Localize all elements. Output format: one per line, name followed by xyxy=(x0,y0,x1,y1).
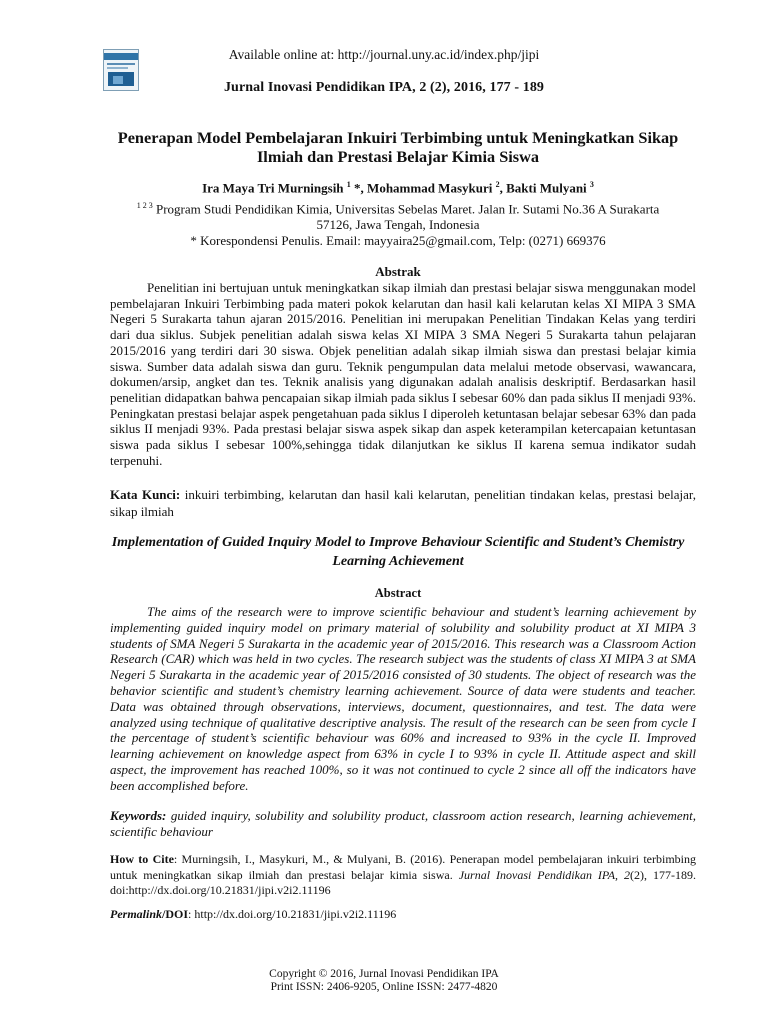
abstract-heading: Abstract xyxy=(374,586,422,600)
doi-label: /DOI xyxy=(162,907,189,921)
issn-line: Print ISSN: 2406-9205, Online ISSN: 2477-4820 xyxy=(270,981,498,993)
english-title: Implementation of Guided Inquiry Model to Improve Behaviour Scientific and Student’s Chemistry Learning Achievement xyxy=(111,535,685,569)
author-list xyxy=(106,180,690,196)
how-to-cite xyxy=(110,852,696,899)
author-affiliation-mark: 2 xyxy=(495,180,500,189)
available-online-line: Available online at: http://journal.uny.ac.id/index.php/jipi xyxy=(228,47,540,62)
author-separator: , xyxy=(499,180,507,196)
how-to-cite-journal: Jurnal Inovasi Pendidikan IPA, 2 xyxy=(458,867,631,882)
author-name: Ira Maya Tri Murningsih xyxy=(202,180,344,196)
author-name: Bakti Mulyani xyxy=(506,180,587,196)
how-to-cite-text: : Murningsih, I., Masykuri, M., & Mulyani, B. (2016). Penerapan model pembelajaran inkuiri terbimbing untuk meningkatkan sikap ilmiah dan prestasi belajar kimia siswa. xyxy=(110,852,697,882)
affiliation-line xyxy=(106,198,690,217)
kata-kunci xyxy=(110,486,696,520)
correspondence-line: * Korespondensi Penulis. Email: mayyaira25@gmail.com, Telp: (0271) 669376 xyxy=(190,233,606,249)
permalink-label: Permalink xyxy=(110,907,163,921)
how-to-cite-doi[interactable]: (2), 177-189. doi:http://dx.doi.org/10.21831/jipi.v2i2.11196 xyxy=(110,867,696,897)
affiliation-marks: 1 2 3 xyxy=(136,201,153,210)
journal-citation: Jurnal Inovasi Pendidikan IPA, 2 (2), 2016, 177 - 189 xyxy=(223,80,545,95)
author-name: Mohammad Masykuri xyxy=(367,180,493,196)
keywords-label: Keywords: xyxy=(110,808,167,823)
keywords xyxy=(110,808,696,840)
doi-link[interactable]: : http://dx.doi.org/10.21831/jipi.v2i2.11196 xyxy=(188,907,397,921)
kata-kunci-label: Kata Kunci: xyxy=(110,487,181,502)
abstract-body: The aims of the research were to improve scientific behaviour and student’s learning achievement by implementing guided inquiry model on primary material of solubility and solubility product at XI MIPA 3 students of SMA Negeri 5 Surakarta in the academic year of 2015/2016. This research was a Classroom Action Research (CAR) which was held in two cycles. The research subject was the students of class XI MIPA 3 at SMA Negeri 5 Surakarta in the academic year of 2015/2016 consisted of 30 students. The object of research was the behavior scientific and student’s chemistry learning achievement. Source of data were students and teacher. Data was obtained through observations, interviews, document, questionnaires, and test. The data were analyzed using technique of qualitative descriptive analysis. The result of the research can be seen from cycle I the percentage of student’s scientific behaviour was 60% and increased to 93% in the cycle II. Improved learning achievement on knowledge aspect from 63% in cycle I to 93% in cycle II. Attitude aspect and skill aspect, the improvement has reached 100%, so it was not continued to cycle 2 since all off the indicators have been accomplished before. xyxy=(110,604,696,793)
author-affiliation-mark: 1 xyxy=(346,180,351,189)
abstrak-heading: Abstrak xyxy=(375,264,421,279)
affiliation-text: Program Studi Pendidikan Kimia, Universitas Sebelas Maret. Jalan Ir. Sutami No.36 A Surakarta xyxy=(152,201,660,217)
author-separator: , xyxy=(360,180,368,196)
author-affiliation-mark: 3 xyxy=(589,180,594,189)
copyright-line: Copyright © 2016, Jurnal Inovasi Pendidikan IPA xyxy=(269,968,499,980)
how-to-cite-label: How to Cite xyxy=(110,852,174,866)
page-footer xyxy=(0,968,768,994)
kata-kunci-text: inkuiri terbimbing, kelarutan dan hasil kali kelarutan, penelitian tindakan kelas, prestasi belajar, sikap ilmiah xyxy=(110,487,696,519)
abstrak-body: Penelitian ini bertujuan untuk meningkatkan sikap ilmiah dan prestasi belajar siswa menggunakan model pembelajaran Inkuiri Terbimbing pada materi pokok kelarutan dan hasil kali kelarutan kelas XI MIPA 3 SMA Negeri 5 Surakarta tahun ajaran 2015/2016. Penelitian ini merupakan Penelitian Tindakan Kelas yang terdiri dari dua siklus. Subjek penelitian adalah siswa kelas XI MIPA 3 SMA Negeri 5 Surakarta tahun pelajaran 2015/2016 yang terdiri dari 30 siswa. Objek penelitian adalah sikap ilmiah siswa dan prestasi belajar kimia siswa. Sumber data adalah siswa dan guru. Teknik pengumpulan data melalui metode observasi, wawancara, dokumen/arsip, angket dan tes. Teknik analisis yang digunakan adalah analisis deskriptif. Berdasarkan hasil penelitian didapatkan bahwa pencapaian sikap ilmiah pada siklus I sebesar 60% dan pada siklus II menjadi 93%. Peningkatan prestasi belajar aspek pengetahuan pada siklus I diperoleh ketuntasan belajar sebesar 63% dan pada siklus II menjadi 93%. Pada prestasi belajar siswa aspek sikap dan aspek keterampilan ketercapaian ketuntasan siswa pada siklus I sebesar 100%,sehingga tidak dilanjutkan ke siklus II karena semua indikator sudah terpenuhi. xyxy=(110,280,696,468)
affiliation-block xyxy=(106,198,690,249)
article-title: Penerapan Model Pembelajaran Inkuiri Terbimbing untuk Meningkatkan Sikap Ilmiah dan Prestasi Belajar Kimia Siswa xyxy=(117,128,679,166)
keywords-text: guided inquiry, solubility and solubility product, classroom action research, learning achievement, scientific behaviour xyxy=(110,808,696,839)
permalink-doi xyxy=(110,907,696,922)
corresponding-mark: * xyxy=(350,180,361,196)
affiliation-address: 57126, Jawa Tengah, Indonesia xyxy=(316,217,480,233)
